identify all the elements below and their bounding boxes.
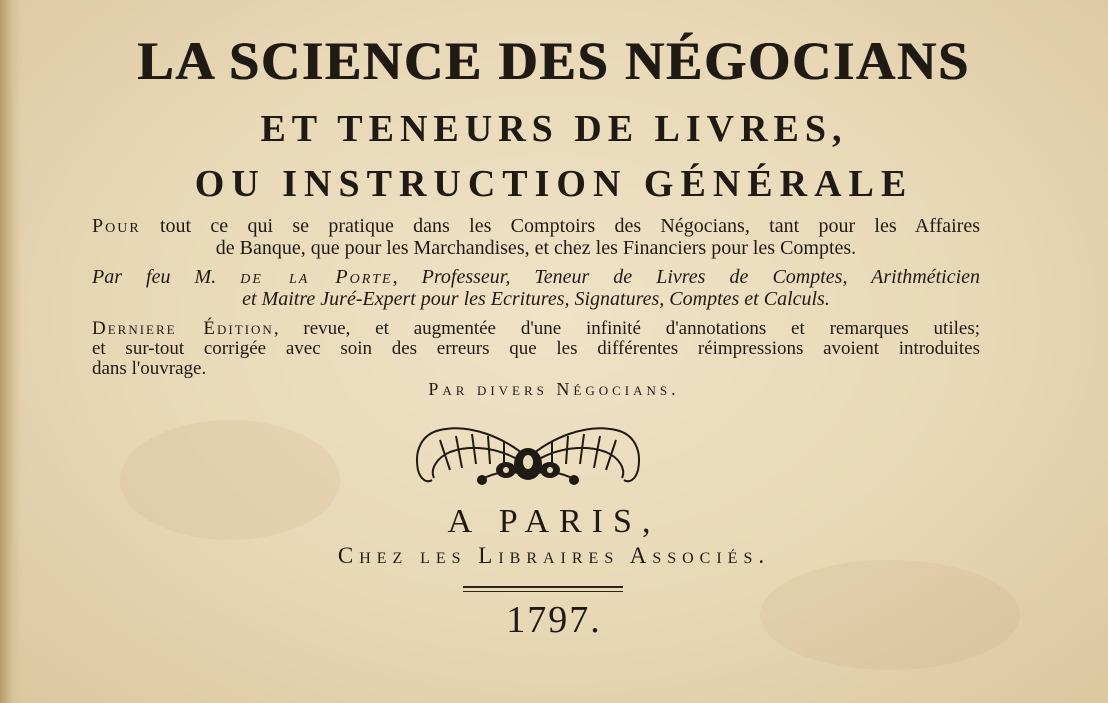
author-line-1 (92, 266, 980, 288)
author-line-1-text: , Professeur, Teneur de Livres de Comptes, Arithméticien (392, 266, 981, 288)
editors-line (0, 379, 1108, 400)
imprint-city: A PARIS, (447, 503, 661, 540)
main-title-line-2: ET TENEURS DE LIVRES, (260, 108, 848, 150)
imprint-publisher: Chez les Libraires Associés. (337, 543, 771, 568)
description-paragraph (92, 215, 980, 259)
double-rule-top (463, 586, 623, 588)
author-lead: Par feu M. (92, 266, 217, 288)
floral-ornament-icon (410, 418, 646, 494)
edition-line-2: et sur-tout corrigée avec soin des erreurs que les différentes réimpressions avoient introduites (92, 338, 980, 359)
edition-lead: Derniere Édition (92, 318, 274, 339)
author-name: de la Porte (240, 266, 393, 288)
description-line-2: de Banque, que pour les Marchandises, et chez les Financiers pour les Comptes. (215, 237, 857, 259)
main-title-line-1: LA SCIENCE DES NÉGOCIANS (137, 31, 971, 91)
main-title-line-3: OU INSTRUCTION GÉNÉRALE (194, 163, 914, 205)
edition-line-1 (92, 319, 980, 339)
edition-line-3: dans l'ouvrage. (92, 358, 207, 379)
publication-year: 1797. (506, 599, 602, 641)
double-rule-bottom (463, 591, 623, 592)
description-lead: Pour (92, 215, 141, 237)
author-paragraph (92, 266, 980, 310)
editors-text: Par divers Négocians. (428, 379, 680, 399)
description-line-1 (92, 215, 980, 237)
author-line-2: et Maitre Juré-Expert pour les Ecritures, Signatures, Comptes et Calculs. (242, 288, 830, 310)
edition-line-1-text: , revue, et augmentée d'une infinité d'annotations et remarques utiles; (273, 318, 980, 339)
edition-paragraph (92, 319, 980, 379)
description-line-1-text: tout ce qui se pratique dans les Comptoirs des Négocians, tant pour les Affaires (160, 215, 980, 237)
